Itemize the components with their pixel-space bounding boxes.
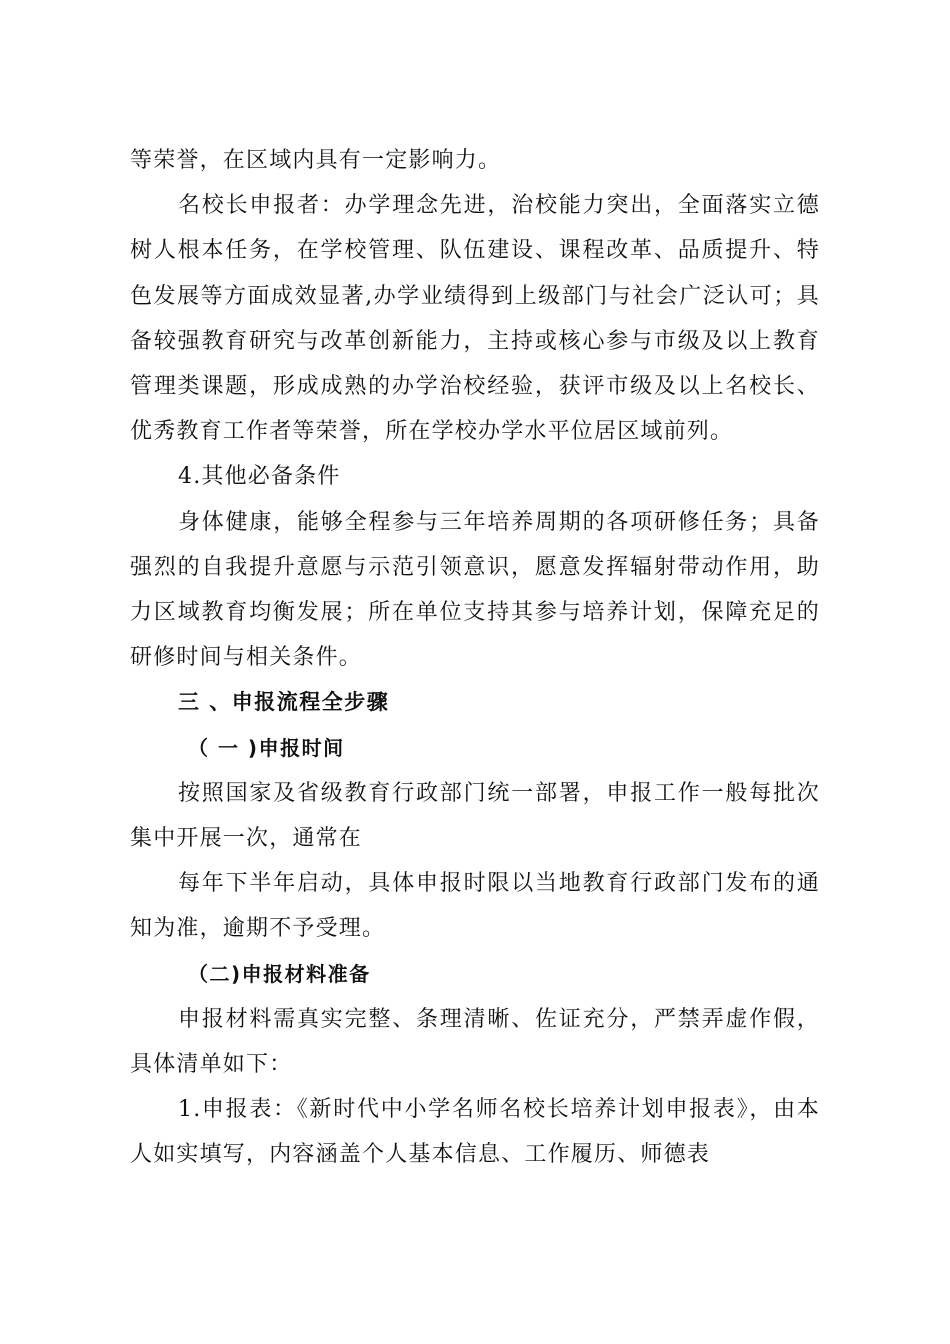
- paragraph-application-deadline: 每年下半年启动，具体申报时限以当地教育行政部门发布的通知为准，逾期不予受理。: [130, 871, 820, 942]
- paragraph-materials-intro: 申报材料需真实完整、条理清晰、佐证充分，严禁弄虚作假，具体清单如下：: [130, 1006, 820, 1078]
- section-heading-application-process: 三 、申报流程全步骤: [178, 690, 390, 715]
- paragraph-other-conditions-title: 4.其他必备条件: [178, 464, 341, 490]
- subheading-materials-preparation: （二)申报材料准备: [188, 961, 371, 986]
- subheading-application-time: （ 一 )申报时间: [188, 735, 345, 760]
- document-body: [130, 138, 820, 1178]
- paragraph-principal-applicant: 名校长申报者：办学理念先进，治校能力突出，全面落实立德树人根本任务，在学校管理、队伍建设、课程改革、品质提升、特色发展等方面成效显著,办学业绩得到上级部门与社会广泛认可；具备较强教育研究与改革创新能力，主持或核心参与市级及以上教育管理类课题，形成成熟的办学治校经验，获评市级及以上名校长、优秀教育工作者等荣誉，所在学校办学水平位居区域前列。: [130, 193, 820, 445]
- paragraph-honors-continued: 等荣誉，在区域内具有一定影响力。: [130, 148, 502, 173]
- paragraph-application-time: 按照国家及省级教育行政部门统一部署，申报工作一般每批次集中开展一次，通常在: [130, 780, 820, 852]
- paragraph-other-conditions: 身体健康，能够全程参与三年培养周期的各项研修任务；具备强烈的自我提升意愿与示范引领意识，愿意发挥辐射带动作用，助力区域教育均衡发展；所在单位支持其参与培养计划，保障充足的研修时间与相关条件。: [130, 509, 820, 671]
- paragraph-application-form: 1.申报表：《新时代中小学名师名校长培养计划申报表》，由本人如实填写，内容涵盖个人基本信息、工作履历、师德表: [130, 1097, 820, 1168]
